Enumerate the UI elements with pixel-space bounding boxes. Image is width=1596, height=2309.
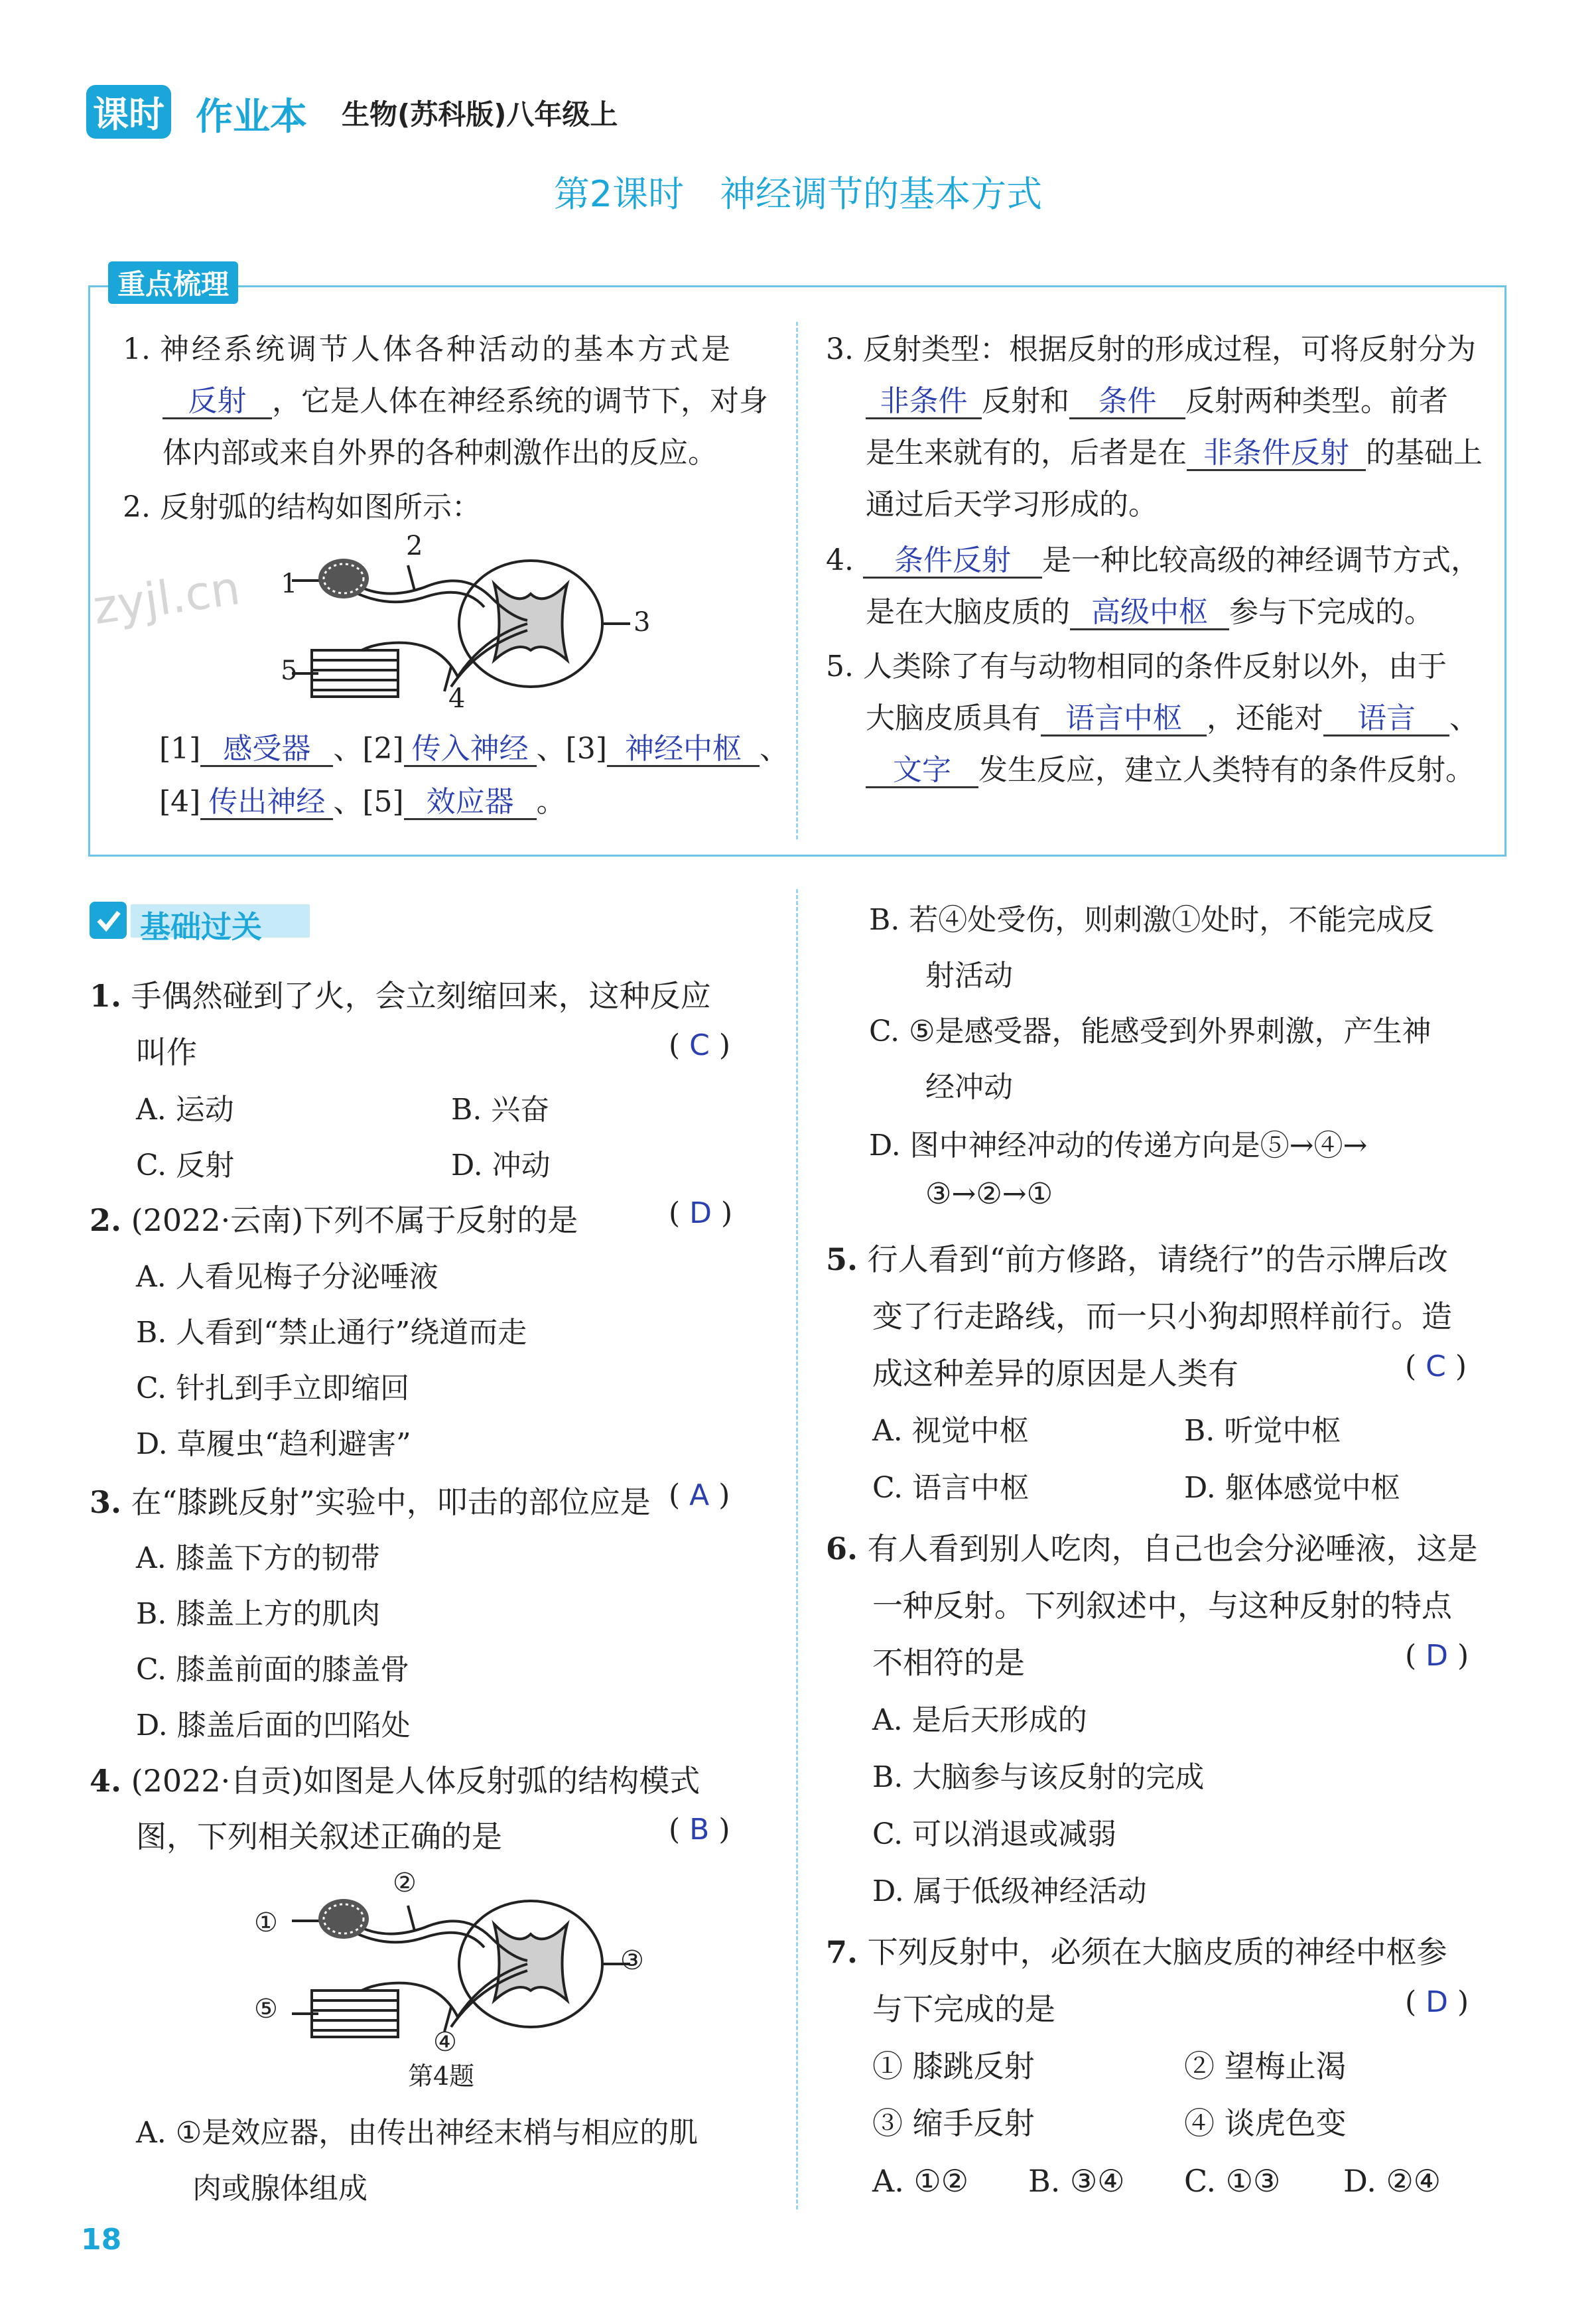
answer-language-center: 语言中枢 (1041, 703, 1207, 736)
diagram1-label-5: 5 (281, 656, 298, 686)
q3-stem: 3. 在“膝跳反射”实验中，叩击的部位应是 (90, 1484, 651, 1520)
kp-4-line1: 4. 条件反射 是一种比较高级的神经调节方式， (826, 536, 1480, 579)
q4-option-c-line1: C. ⑤是感受器，能感受到外界刺激，产生神 (869, 1015, 1431, 1048)
q2-option-a: A. 人看见梅子分泌唾液 (136, 1260, 438, 1294)
key-points-tag: 重点梳理 (108, 261, 238, 304)
q6-stem-line3: 不相符的是 (872, 1645, 1025, 1681)
q4-option-c-line2: 经冲动 (925, 1070, 1013, 1104)
q4-option-d-line1: D. 图中神经冲动的传递方向是⑤→④→ (869, 1129, 1368, 1162)
kp-3-line4: 通过后天学习形成的。 (866, 488, 1158, 522)
q7-answer: ( D ) (1405, 1985, 1469, 2019)
q6-option-a: A. 是后天形成的 (872, 1703, 1087, 1737)
q7-stem-line1: 7. 下列反射中，必须在大脑皮质的神经中枢参 (826, 1934, 1447, 1970)
logo-keshi: 课时 (86, 85, 171, 139)
answer-unconditioned-reflex: 非条件反射 (1187, 437, 1366, 471)
q6-stem-line1: 6. 有人看到别人吃肉，自己也会分泌唾液，这是 (826, 1531, 1478, 1567)
q2-stem: 2. (2022·云南)下列不属于反射的是 (90, 1202, 578, 1238)
header (86, 80, 683, 139)
diagram1-label-1: 1 (281, 569, 298, 599)
kp-3-line2: 非条件 反射和 条件 反射两种类型。前者 (866, 377, 1448, 419)
q7-stem-line2: 与下完成的是 (872, 1991, 1055, 2027)
q4-stem-line2: 图，下列相关叙述正确的是 (136, 1819, 502, 1854)
q7-option-c: C. ①③ (1184, 2163, 1281, 2199)
logo-zuoyeben: 作业本 (196, 96, 307, 139)
q4-option-a-line1: A. ①是效应器，由传出神经末梢与相应的肌 (136, 2116, 698, 2150)
q1-answer: ( C ) (669, 1028, 731, 1062)
q5-stem-line1: 5. 行人看到“前方修路，请绕行”的告示牌后改 (826, 1241, 1448, 1277)
kp-1-line3: 体内部或来自外界的各种刺激作出的反应。 (163, 436, 717, 470)
q7-item-2: ② 望梅止渴 (1184, 2048, 1347, 2084)
q2-option-b: B. 人看到“禁止通行”绕道而走 (136, 1316, 527, 1350)
answer-high-center: 高级中枢 (1070, 596, 1229, 630)
q7-item-3: ③ 缩手反射 (872, 2105, 1035, 2141)
q6-option-d: D. 属于低级神经活动 (872, 1874, 1147, 1908)
page-number: 18 (81, 2223, 122, 2257)
q4-stem-line1: 4. (2022·自贡)如图是人体反射弧的结构模式 (90, 1763, 700, 1799)
q5-option-a: A. 视觉中枢 (872, 1414, 1029, 1448)
kp-5-line2: 大脑皮质具有 语言中枢 ，还能对 语言 、 (866, 694, 1479, 736)
q7-option-d: D. ②④ (1343, 2163, 1441, 2199)
q3-answer: ( A ) (669, 1478, 730, 1512)
answer-conditioned: 条件 (1069, 385, 1185, 419)
diagram2-label-4: ④ (433, 2027, 457, 2058)
q6-option-b: B. 大脑参与该反射的完成 (872, 1760, 1205, 1794)
diagram1-label-4: 4 (448, 683, 466, 714)
diagram2-label-2: ② (393, 1868, 417, 1898)
basics-tag: 基础过关 (140, 909, 262, 945)
q1-stem-line1: 1. 手偶然碰到了火，会立刻缩回来，这种反应 (90, 978, 711, 1014)
answer-afferent: 传入神经 (404, 733, 537, 767)
column-divider-bottom (796, 889, 798, 2209)
kp-2-fill-line1: [1] 感受器 、[2] 传入神经 、[3] 神经中枢 、 (159, 725, 789, 767)
q4-answer: ( B ) (669, 1813, 730, 1847)
q5-stem-line2: 变了行走路线，而一只小狗却照样前行。造 (872, 1298, 1452, 1334)
q2-option-c: C. 针扎到手立即缩回 (136, 1371, 410, 1405)
answer-receptor: 感受器 (200, 733, 333, 767)
watermark: zyjl.cn (90, 560, 243, 636)
kp-5-line1: 5. 人类除了有与动物相同的条件反射以外，由于 (826, 650, 1447, 683)
q7-option-b: B. ③④ (1028, 2163, 1125, 2199)
q1-option-c: C. 反射 (136, 1149, 235, 1182)
q6-stem-line2: 一种反射。下列叙述中，与这种反射的特点 (872, 1588, 1452, 1624)
q3-option-a: A. 膝盖下方的韧带 (136, 1541, 380, 1575)
answer-text: 文字 (866, 754, 978, 788)
q7-item-4: ④ 谈虎色变 (1184, 2105, 1347, 2141)
q6-option-c: C. 可以消退或减弱 (872, 1817, 1117, 1851)
answer-efferent: 传出神经 (200, 786, 333, 820)
q2-answer: ( D ) (669, 1196, 733, 1230)
diagram1-label-2: 2 (406, 531, 423, 561)
q4-option-b-line2: 射活动 (925, 959, 1013, 993)
lesson-title: 第2课时 神经调节的基本方式 (553, 173, 1043, 215)
diagram2-label-5: ⑤ (254, 1994, 278, 2024)
q7-item-1: ① 膝跳反射 (872, 2048, 1035, 2084)
q6-answer: ( D ) (1405, 1639, 1469, 1673)
q7-option-a: A. ①② (872, 2163, 968, 2199)
diagram2-label-1: ① (254, 1908, 278, 1938)
reflex-arc-diagram-2 (259, 1864, 670, 2057)
q1-option-b: B. 兴奋 (451, 1093, 550, 1127)
answer-center: 神经中枢 (607, 733, 760, 767)
q2-option-d: D. 草履虫“趋利避害” (136, 1427, 411, 1461)
answer-conditioned-reflex: 条件反射 (863, 545, 1042, 579)
kp-4-line2: 是在大脑皮质的 高级中枢 参与下完成的。 (866, 588, 1433, 630)
q5-option-b: B. 听觉中枢 (1184, 1414, 1341, 1448)
q3-option-d: D. 膝盖后面的凹陷处 (136, 1709, 411, 1742)
kp-1-line2: 反射 ，它是人体在神经系统的调节下，对身 (163, 377, 768, 419)
header-subject: 生物(苏科版)八年级上 (342, 98, 618, 131)
kp-2-line1: 2. 反射弧的结构如图所示： (123, 490, 481, 524)
q5-answer: ( C ) (1405, 1350, 1467, 1383)
kp-2-fill-line2: [4] 传出神经 、[5] 效应器 。 (159, 778, 566, 820)
q4-figure-caption: 第4题 (408, 2062, 475, 2091)
column-divider-top (796, 322, 798, 839)
answer-unconditioned: 非条件 (866, 385, 982, 419)
kp-3-line1: 3. 反射类型：根据反射的形成过程，可将反射分为 (826, 332, 1476, 366)
q5-option-c: C. 语言中枢 (872, 1471, 1030, 1505)
q1-option-d: D. 冲动 (451, 1149, 551, 1182)
diagram1-label-3: 3 (633, 607, 651, 638)
q5-stem-line3: 成这种差异的原因是人类有 (872, 1356, 1238, 1391)
q3-option-c: C. 膝盖前面的膝盖骨 (136, 1653, 410, 1687)
q5-option-d: D. 躯体感觉中枢 (1184, 1471, 1400, 1505)
kp-3-line3: 是生来就有的，后者是在 非条件反射 的基础上 (866, 429, 1483, 471)
q1-stem-line2: 叫作 (136, 1034, 197, 1070)
diagram2-label-3: ③ (620, 1945, 644, 1976)
answer-reflex: 反射 (163, 385, 272, 419)
answer-effector: 效应器 (404, 786, 537, 820)
q1-option-a: A. 运动 (136, 1093, 234, 1127)
q4-option-b-line1: B. 若④处受伤，则刺激①处时，不能完成反 (869, 903, 1435, 937)
basics-header (90, 899, 315, 945)
answer-language: 语言 (1323, 703, 1449, 736)
q4-option-a-line2: 肉或腺体组成 (192, 2172, 367, 2205)
kp-5-line3: 文字 发生反应，建立人类特有的条件反射。 (866, 746, 1475, 788)
checkbox-icon (90, 902, 127, 939)
q4-option-d-line2: ③→②→① (925, 1177, 1053, 1211)
q3-option-b: B. 膝盖上方的肌肉 (136, 1597, 381, 1631)
kp-1-line1: 1. 神经系统调节人体各种活动的基本方式是 (123, 332, 733, 366)
